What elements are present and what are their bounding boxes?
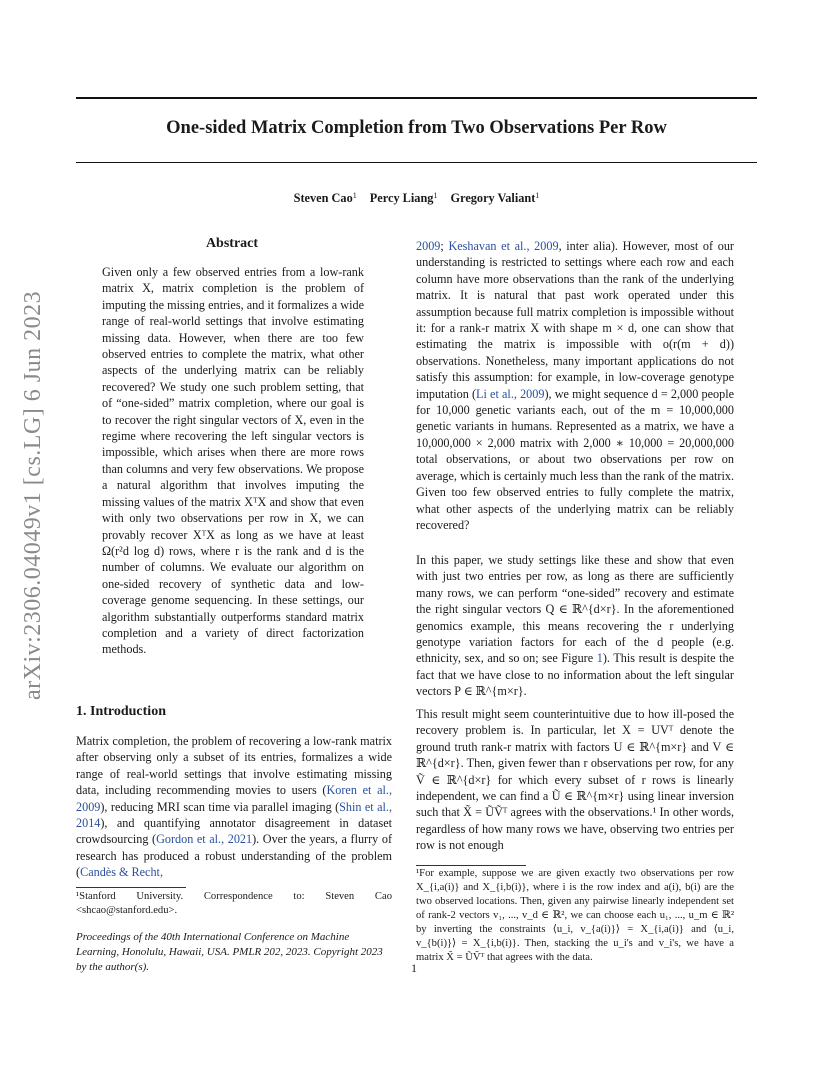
abstract-text: Given only a few observed entries from a low-rank matrix X, matrix completion is the problem of imputing the missing entries, and it formalizes a wide range of real-world settings that involve estimating missing data. However, when there are too few observed entries to complete the matrix, what other aspects of the underlying matrix can be reliably recovered? We study one such problem setting, that of “one-sided” matrix completion, where our goal is to recover the right singular vectors of X, even in the regime where recovering the left singular vectors is impossible, which arises when there are more rows than columns and very few observations. We propose a natural algorithm that involves imputing the missing values of the matrix XᵀX and show that even with only two observations per row in X, we can provably recover XᵀX as long as we have at least Ω(r²d log d) rows, where r is the rank and d is the number of columns. We evaluate our algorithm on one-sided recovery of synthetic data and low-coverage genome sequencing. In these settings, our algorithm substantially outperforms standard matrix completion and a variety of direct factorization methods. — [102, 265, 364, 657]
text-run: ), reducing MRI scan time via parallel imaging ( — [100, 799, 340, 814]
citation-link[interactable]: Koren et al., 2009 — [76, 783, 392, 814]
author-name: Percy Liang — [369, 191, 434, 205]
text-run: ). Over the years, a flurry of research has produced a robust understanding of the problem ( — [76, 832, 392, 880]
title-rule — [76, 162, 757, 163]
figure-link[interactable]: 1 — [596, 651, 603, 666]
text-run: ; — [440, 239, 449, 253]
author-list — [76, 191, 757, 206]
citation-link[interactable]: Keshavan et al., 2009 — [448, 239, 559, 253]
citation-link[interactable]: Gordon et al., 2021 — [156, 832, 253, 847]
text-run: Matrix completion, the problem of recovering a low-rank matrix after observing only a subset of its entries, formalizes a wide range of real-world settings that involve estimating missing data, including recommending movies to users ( — [76, 734, 392, 798]
right-column-paragraph-1 — [416, 238, 734, 533]
text-run: ), and quantifying annotator disagreement in dataset crowdsourcing ( — [76, 816, 392, 847]
citation-link[interactable]: Shin et al., 2014 — [76, 799, 392, 831]
arxiv-stamp: arXiv:2306.04049v1 [cs.LG] 6 Jun 2023 — [20, 290, 46, 700]
footnote-rule — [416, 865, 526, 866]
author-name: Gregory Valiant — [450, 191, 536, 205]
abstract-heading: Abstract — [205, 236, 259, 251]
abstract-body — [102, 264, 364, 658]
section-heading-introduction: 1. Introduction — [76, 704, 166, 719]
page-number: 1 — [411, 961, 417, 975]
paragraph — [416, 552, 734, 700]
top-rule — [76, 97, 757, 99]
text-run: , inter alia). However, most of our understanding is restricted to settings where each row and each column have more observations than the rank of the underlying matrix. It is natural that past work operated under this assumption because full matrix completion is impossible without it: for a rank-r matrix X with shape m × d, one can show that estimating the matrix is impossible with o(r(m + d)) observations. Nonetheless, many important applications do not satisfy this assumption: for example, in low-coverage genotype imputation ( — [416, 239, 734, 401]
citation-link[interactable]: Li et al., 2009 — [476, 386, 545, 401]
affiliation-mark: 1 — [352, 191, 357, 200]
right-column-paragraph-2 — [416, 552, 734, 700]
paragraph — [416, 238, 734, 533]
citation-link[interactable]: Candès & Recht, — [80, 865, 163, 880]
introduction-body — [76, 733, 392, 881]
footnote-1: ¹For example, suppose we are given exactly two observations per row X_{i,a(i)} and X_{i,b(i)}, where i is the row index and a(i), b(i) are the two observed locations. Then, given any pairwise linearly independent set of rank-2 vectors v₁, ..., v_d ∈ ℝ², we can choose each u₁, ..., u_m ∈ ℝ² by inverting the constraints ⟨u_i, v_{a(i)}⟩ = X_{i,a(i)} and ⟨u_i, v_{b(i)}⟩ = X_{i,b(i)}. Then, stacking the u_i's and v_i's, we have a matrix X̃ = ŨṼᵀ that agrees with the data. — [416, 868, 734, 963]
author-name: Steven Cao — [293, 191, 353, 205]
affiliation-mark: 1 — [433, 191, 438, 200]
paper-title: One-sided Matrix Completion from Two Observations Per Row — [166, 118, 667, 138]
text-run: ). This result is despite the fact that we have close to no information about the left singular vectors P ∈ ℝ^{m×r}. — [416, 651, 734, 699]
paragraph: This result might seem counterintuitive due to how ill-posed the recovery problem is. In particular, let X = UVᵀ denote the ground truth rank-r matrix with factors U ∈ ℝ^{m×r} and V ∈ ℝ^{d×r}. Then, given fewer than r observations per row, for any Ṽ ∈ ℝ^{d×r} for which every subset of r rows is linearly independent, we can find a Ũ ∈ ℝ^{m×r} using linear inversion such that X̃ = ŨṼᵀ agrees with the observations.¹ In other words, regardless of how many rows we have, observing two entries per row is not enough — [416, 707, 734, 853]
affiliation-footnote: ¹Stanford University. Correspondence to: Steven Cao <shcao@stanford.edu>. — [76, 891, 392, 916]
right-column-paragraph-3 — [416, 706, 734, 854]
text-run: ), we might sequence d = 2,000 people for 10,000 genetic variants each, out of the m = 10,000,000 genetic variants in humans. Represented as a matrix, we have a 10,000,000 × 2,000 matrix with 2,000 ∗ 10,000 = 20,000,000 total observations, or about two observations per row on average, which is certainly much less than the rank of the matrix. Given too few observed entries to fully complete the matrix, what other aspects of the underlying matrix can be reliably recovered? — [416, 386, 734, 532]
text-run: In this paper, we study settings like these and show that even with just two entries per row, as long as there are sufficiently many rows, we can perform “one-sided” recovery and estimate the right singular vectors Q ∈ ℝ^{d×r}. In the aforementioned genomics example, this means recovering the r underlying genotype variation factors for each of the d people (e.g. ethnicity, sex, and so on; see Figure — [416, 553, 734, 666]
intro-paragraph — [76, 733, 392, 881]
proceedings-note: Proceedings of the 40th International Conference on Machine Learning, Honolulu, Hawaii, USA. PMLR 202, 2023. Copyright 2023 by the author(s). — [76, 931, 383, 973]
footnote-rule — [76, 887, 186, 888]
citation-link[interactable]: 2009 — [416, 239, 441, 253]
affiliation-mark: 1 — [535, 191, 540, 200]
